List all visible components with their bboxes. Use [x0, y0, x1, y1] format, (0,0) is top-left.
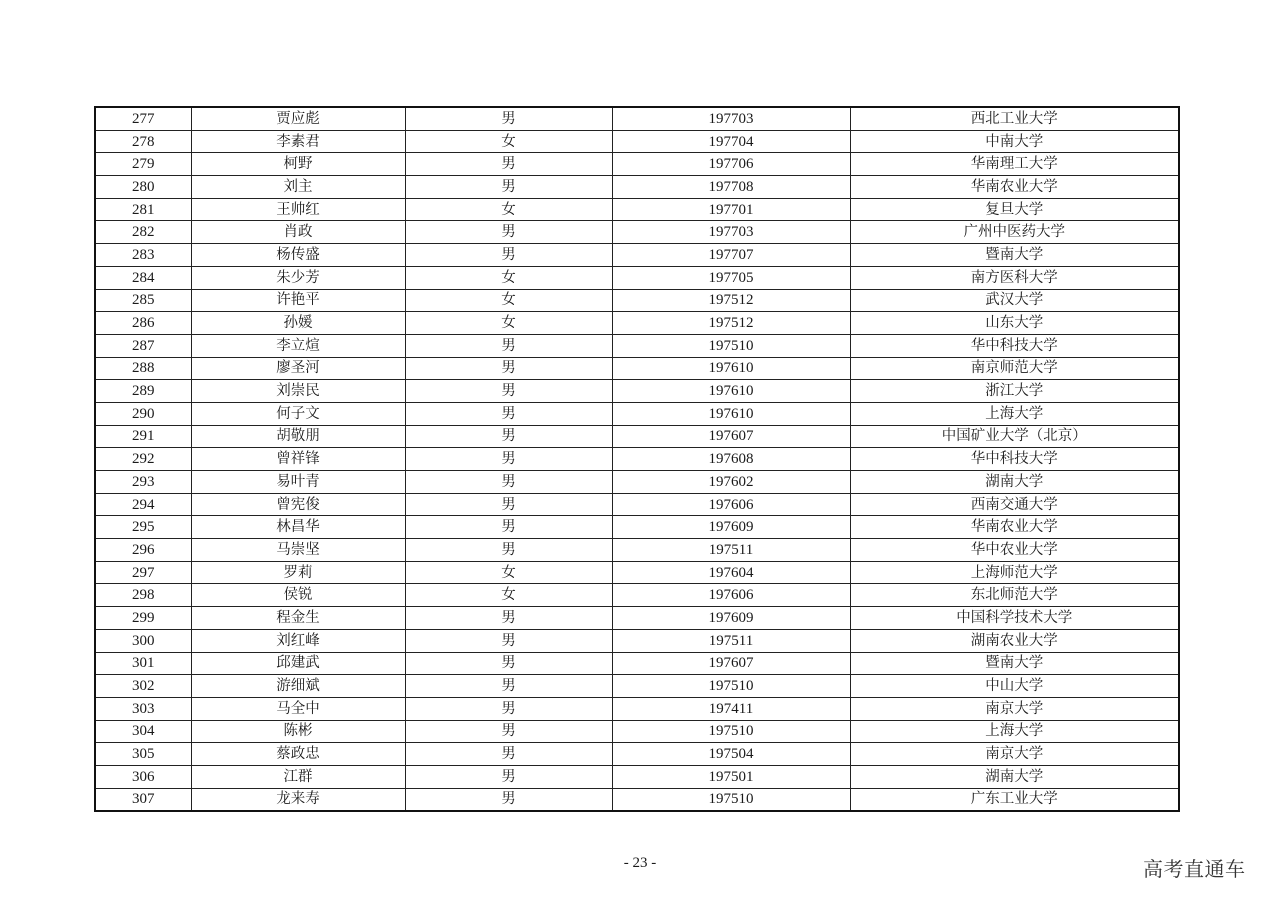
table-row [95, 471, 1179, 494]
university-cell: 华南农业大学 [850, 176, 1179, 199]
gender-cell: 男 [405, 221, 612, 244]
table-row [95, 493, 1179, 516]
name-cell: 邱建武 [191, 652, 405, 675]
gender-cell: 男 [405, 380, 612, 403]
university-cell: 南方医科大学 [850, 266, 1179, 289]
name-cell: 李素君 [191, 130, 405, 153]
gender-cell: 男 [405, 107, 612, 130]
table-row [95, 448, 1179, 471]
gender-cell: 男 [405, 743, 612, 766]
university-cell: 南京大学 [850, 743, 1179, 766]
table-row [95, 176, 1179, 199]
gender-cell: 男 [405, 176, 612, 199]
university-cell: 复旦大学 [850, 198, 1179, 221]
birth-date-cell: 197504 [612, 743, 850, 766]
birth-date-cell: 197511 [612, 539, 850, 562]
university-cell: 华中农业大学 [850, 539, 1179, 562]
page-number: - 23 - [623, 855, 657, 871]
serial-number-cell: 289 [95, 380, 191, 403]
university-cell: 上海师范大学 [850, 561, 1179, 584]
university-cell: 湖南大学 [850, 471, 1179, 494]
serial-number-cell: 286 [95, 312, 191, 335]
name-cell: 刘主 [191, 176, 405, 199]
gender-cell: 男 [405, 788, 612, 811]
serial-number-cell: 297 [95, 561, 191, 584]
name-cell: 朱少芳 [191, 266, 405, 289]
birth-date-cell: 197511 [612, 629, 850, 652]
table-row [95, 198, 1179, 221]
name-cell: 易叶青 [191, 471, 405, 494]
table-row [95, 334, 1179, 357]
gender-cell: 女 [405, 130, 612, 153]
university-cell: 华中科技大学 [850, 448, 1179, 471]
name-cell: 许艳平 [191, 289, 405, 312]
gender-cell: 男 [405, 334, 612, 357]
name-cell: 何子文 [191, 402, 405, 425]
gender-cell: 女 [405, 584, 612, 607]
name-cell: 罗莉 [191, 561, 405, 584]
serial-number-cell: 300 [95, 629, 191, 652]
birth-date-cell: 197602 [612, 471, 850, 494]
university-cell: 武汉大学 [850, 289, 1179, 312]
gender-cell: 男 [405, 448, 612, 471]
gender-cell: 男 [405, 493, 612, 516]
serial-number-cell: 277 [95, 107, 191, 130]
table-row [95, 652, 1179, 675]
university-cell: 中国矿业大学（北京） [850, 425, 1179, 448]
serial-number-cell: 298 [95, 584, 191, 607]
serial-number-cell: 307 [95, 788, 191, 811]
name-cell: 杨传盛 [191, 244, 405, 267]
birth-date-cell: 197411 [612, 697, 850, 720]
name-cell: 林昌华 [191, 516, 405, 539]
gender-cell: 男 [405, 675, 612, 698]
gender-cell: 男 [405, 425, 612, 448]
university-cell: 暨南大学 [850, 244, 1179, 267]
university-cell: 南京师范大学 [850, 357, 1179, 380]
name-cell: 曾宪俊 [191, 493, 405, 516]
table-row [95, 130, 1179, 153]
serial-number-cell: 293 [95, 471, 191, 494]
university-cell: 中山大学 [850, 675, 1179, 698]
university-cell: 浙江大学 [850, 380, 1179, 403]
serial-number-cell: 285 [95, 289, 191, 312]
gender-cell: 女 [405, 198, 612, 221]
table-row [95, 221, 1179, 244]
university-cell: 西北工业大学 [850, 107, 1179, 130]
university-cell: 华南理工大学 [850, 153, 1179, 176]
serial-number-cell: 301 [95, 652, 191, 675]
birth-date-cell: 197608 [612, 448, 850, 471]
name-cell: 刘红峰 [191, 629, 405, 652]
name-cell: 陈彬 [191, 720, 405, 743]
table-row [95, 516, 1179, 539]
serial-number-cell: 303 [95, 697, 191, 720]
birth-date-cell: 197703 [612, 221, 850, 244]
gender-cell: 男 [405, 652, 612, 675]
table-row [95, 743, 1179, 766]
table-row [95, 425, 1179, 448]
serial-number-cell: 281 [95, 198, 191, 221]
university-cell: 中南大学 [850, 130, 1179, 153]
gender-cell: 女 [405, 289, 612, 312]
serial-number-cell: 295 [95, 516, 191, 539]
university-cell: 山东大学 [850, 312, 1179, 335]
name-cell: 柯野 [191, 153, 405, 176]
university-cell: 广东工业大学 [850, 788, 1179, 811]
table-row [95, 607, 1179, 630]
birth-date-cell: 197706 [612, 153, 850, 176]
birth-date-cell: 197708 [612, 176, 850, 199]
table-row [95, 380, 1179, 403]
birth-date-cell: 197510 [612, 675, 850, 698]
university-cell: 华中科技大学 [850, 334, 1179, 357]
serial-number-cell: 305 [95, 743, 191, 766]
name-cell: 贾应彪 [191, 107, 405, 130]
table-row [95, 584, 1179, 607]
table-row [95, 720, 1179, 743]
table-row [95, 107, 1179, 130]
university-cell: 中国科学技术大学 [850, 607, 1179, 630]
name-cell: 侯锐 [191, 584, 405, 607]
university-cell: 湖南农业大学 [850, 629, 1179, 652]
birth-date-cell: 197606 [612, 493, 850, 516]
table-row [95, 561, 1179, 584]
birth-date-cell: 197610 [612, 357, 850, 380]
table-row [95, 289, 1179, 312]
serial-number-cell: 284 [95, 266, 191, 289]
birth-date-cell: 197707 [612, 244, 850, 267]
name-cell: 孙媛 [191, 312, 405, 335]
university-cell: 上海大学 [850, 720, 1179, 743]
university-cell: 上海大学 [850, 402, 1179, 425]
gender-cell: 女 [405, 266, 612, 289]
gender-cell: 男 [405, 539, 612, 562]
table-row [95, 266, 1179, 289]
gender-cell: 男 [405, 244, 612, 267]
name-cell: 江群 [191, 765, 405, 788]
birth-date-cell: 197609 [612, 607, 850, 630]
university-cell: 西南交通大学 [850, 493, 1179, 516]
birth-date-cell: 197510 [612, 334, 850, 357]
serial-number-cell: 292 [95, 448, 191, 471]
table-row [95, 765, 1179, 788]
birth-date-cell: 197512 [612, 289, 850, 312]
gender-cell: 男 [405, 697, 612, 720]
gender-cell: 女 [405, 561, 612, 584]
table-row [95, 629, 1179, 652]
gender-cell: 男 [405, 357, 612, 380]
serial-number-cell: 279 [95, 153, 191, 176]
birth-date-cell: 197604 [612, 561, 850, 584]
table-row [95, 312, 1179, 335]
gender-cell: 男 [405, 516, 612, 539]
birth-date-cell: 197606 [612, 584, 850, 607]
birth-date-cell: 197701 [612, 198, 850, 221]
university-cell: 湖南大学 [850, 765, 1179, 788]
gender-cell: 男 [405, 607, 612, 630]
birth-date-cell: 197705 [612, 266, 850, 289]
birth-date-cell: 197609 [612, 516, 850, 539]
table-row [95, 539, 1179, 562]
birth-date-cell: 197610 [612, 402, 850, 425]
birth-date-cell: 197510 [612, 788, 850, 811]
birth-date-cell: 197607 [612, 652, 850, 675]
serial-number-cell: 304 [95, 720, 191, 743]
birth-date-cell: 197607 [612, 425, 850, 448]
university-cell: 南京大学 [850, 697, 1179, 720]
birth-date-cell: 197703 [612, 107, 850, 130]
watermark-logo-text: 高考直通车 [1143, 857, 1246, 881]
roster-table [94, 106, 1180, 812]
serial-number-cell: 290 [95, 402, 191, 425]
gender-cell: 男 [405, 720, 612, 743]
name-cell: 李立煊 [191, 334, 405, 357]
serial-number-cell: 299 [95, 607, 191, 630]
serial-number-cell: 294 [95, 493, 191, 516]
serial-number-cell: 287 [95, 334, 191, 357]
name-cell: 蔡政忠 [191, 743, 405, 766]
serial-number-cell: 283 [95, 244, 191, 267]
table-row [95, 244, 1179, 267]
serial-number-cell: 296 [95, 539, 191, 562]
gender-cell: 男 [405, 471, 612, 494]
name-cell: 曾祥锋 [191, 448, 405, 471]
table-row [95, 675, 1179, 698]
table-row [95, 788, 1179, 811]
serial-number-cell: 288 [95, 357, 191, 380]
serial-number-cell: 278 [95, 130, 191, 153]
name-cell: 刘崇民 [191, 380, 405, 403]
table-row [95, 697, 1179, 720]
serial-number-cell: 282 [95, 221, 191, 244]
serial-number-cell: 302 [95, 675, 191, 698]
name-cell: 马崇坚 [191, 539, 405, 562]
name-cell: 胡敬朋 [191, 425, 405, 448]
birth-date-cell: 197704 [612, 130, 850, 153]
university-cell: 东北师范大学 [850, 584, 1179, 607]
table-row [95, 153, 1179, 176]
birth-date-cell: 197510 [612, 720, 850, 743]
serial-number-cell: 291 [95, 425, 191, 448]
name-cell: 龙来寿 [191, 788, 405, 811]
name-cell: 游细斌 [191, 675, 405, 698]
birth-date-cell: 197501 [612, 765, 850, 788]
name-cell: 王帅红 [191, 198, 405, 221]
name-cell: 程金生 [191, 607, 405, 630]
gender-cell: 女 [405, 312, 612, 335]
name-cell: 廖圣河 [191, 357, 405, 380]
gender-cell: 男 [405, 765, 612, 788]
name-cell: 肖政 [191, 221, 405, 244]
table-row [95, 357, 1179, 380]
university-cell: 暨南大学 [850, 652, 1179, 675]
table-row [95, 402, 1179, 425]
serial-number-cell: 306 [95, 765, 191, 788]
gender-cell: 男 [405, 629, 612, 652]
name-cell: 马全中 [191, 697, 405, 720]
university-cell: 华南农业大学 [850, 516, 1179, 539]
birth-date-cell: 197512 [612, 312, 850, 335]
university-cell: 广州中医药大学 [850, 221, 1179, 244]
serial-number-cell: 280 [95, 176, 191, 199]
birth-date-cell: 197610 [612, 380, 850, 403]
roster-table-body [95, 107, 1179, 811]
gender-cell: 男 [405, 153, 612, 176]
gender-cell: 男 [405, 402, 612, 425]
